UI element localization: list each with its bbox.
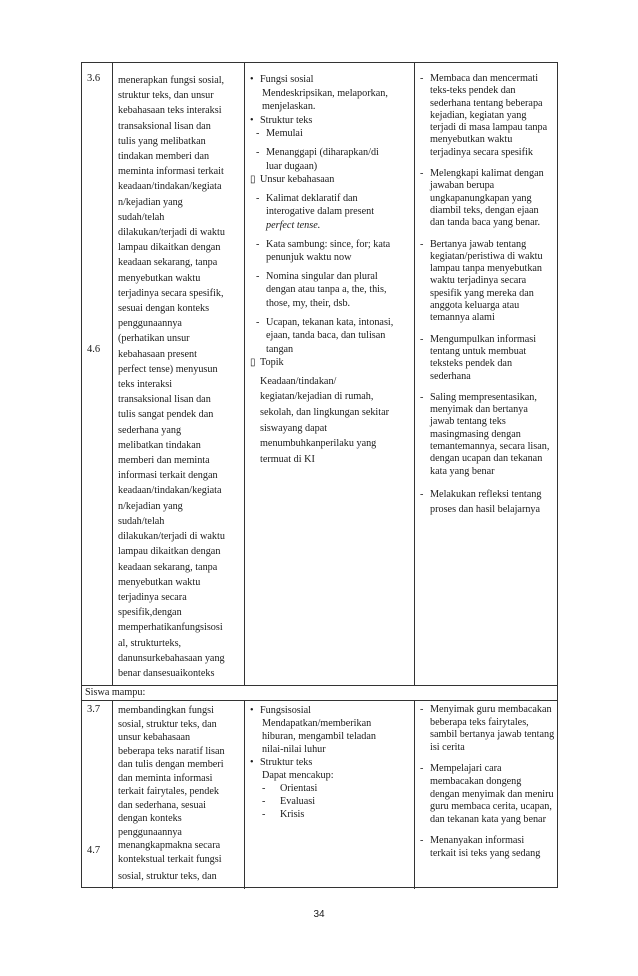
- kd-line: kontekstual terkait fungsi: [118, 853, 222, 865]
- kegiatan-text: Bertanya jawab tentang: [430, 238, 527, 250]
- kd-number: 4.7: [87, 845, 101, 856]
- kegiatan-text: lampau tanpa menyebutkan: [430, 263, 543, 275]
- kd-line: unsur kebahasaan: [118, 732, 191, 743]
- kd-line: lampau dikaitkan dengan: [118, 242, 221, 254]
- kegiatan-text: membacakan dongeng: [430, 775, 522, 787]
- kd-line: terjadinya secara: [118, 591, 187, 603]
- kd-number: 3.7: [87, 704, 101, 715]
- kegiatan-item: - Melakukan refleksi tentang proses dan hasil belajarnya: [420, 487, 556, 517]
- column-divider: [112, 700, 113, 889]
- kegiatan-item: - Menanyakan informasi terkait isi teks yang sedang: [420, 835, 556, 860]
- kd-line: menangkapmakna secara: [118, 840, 221, 851]
- kd-line: sudah/telah: [118, 515, 165, 527]
- kegiatan-text: kegiatan/peristiwa di waktu: [430, 250, 543, 262]
- materi-text: Ucapan, tekanan kata, intonasi,: [266, 316, 394, 328]
- kd-line: struktur teks, dan unsur: [118, 90, 214, 102]
- unsur-kebahasaan-heading: Unsur kebahasaan: [260, 174, 335, 186]
- materi-text: kegiatan/kejadian di rumah,: [260, 391, 374, 403]
- materi-pembelajaran-a: [250, 73, 412, 467]
- materi-text: Dapat mencakup:: [262, 770, 334, 781]
- kegiatan-text: Melengkapi kalimat dengan: [430, 168, 544, 180]
- materi-text: sekolah, dan lingkungan sekitar: [260, 407, 390, 419]
- materi-text: perfect tense.: [266, 219, 321, 231]
- kd-line: benar dansesuaikonteks: [118, 667, 215, 679]
- kegiatan-text: sederhana tentang beberapa: [430, 97, 543, 109]
- checkbox-glyph-icon: ▯: [250, 174, 256, 186]
- materi-pembelajaran-b: [250, 704, 412, 821]
- kd-line: kebahasaan present: [118, 348, 197, 360]
- kd-line: perfect tense) menyusun: [118, 363, 218, 375]
- kd-line: danunsurkebahasaan yang: [118, 652, 225, 664]
- kd-number: 3.6: [87, 73, 101, 84]
- materi-text: Evaluasi: [280, 796, 316, 807]
- materi-text: Kalimat deklaratif dan: [266, 192, 358, 204]
- kd-line: kebahasaan teks interaksi: [118, 105, 222, 117]
- kd-line: menyebutkan waktu: [118, 272, 201, 284]
- kegiatan-text: diambil teks, dengan ejaan: [430, 204, 539, 216]
- checkbox-glyph-icon: ▯: [250, 357, 256, 369]
- siswa-mampu-label: Siswa mampu:: [85, 687, 146, 698]
- struktur-sub-item: - Orientasi: [262, 783, 318, 794]
- kegiatan-text: proses dan hasil belajarnya: [430, 503, 541, 515]
- kd-line: transaksional lisan dan: [118, 120, 211, 132]
- kegiatan-text: waktu terjadinya secara: [430, 275, 527, 287]
- materi-text: penunjuk waktu now: [266, 252, 352, 264]
- kegiatan-pembelajaran-b: [420, 704, 556, 861]
- column-divider: [244, 700, 245, 889]
- kd-line: spesifik,dengan: [118, 607, 182, 619]
- kd-line: sudah/telah: [118, 211, 165, 223]
- kd-line: sosial, struktur teks, dan: [118, 718, 217, 730]
- kompetensi-dasar-a: [118, 73, 242, 681]
- materi-text: dengan atau tanpa a, the, this,: [266, 284, 387, 296]
- column-divider: [414, 700, 415, 889]
- kegiatan-text: Saling mempresentasikan,: [430, 391, 537, 403]
- syllabus-table: [81, 62, 558, 888]
- kegiatan-text: temannya alami: [430, 312, 495, 324]
- kd-line: sederhana yang: [118, 424, 182, 436]
- column-divider: [414, 63, 415, 685]
- kd-line: keadaan sekarang, tanpa: [118, 257, 218, 269]
- kegiatan-text: temantemannya, secara lisan,: [430, 441, 550, 453]
- kegiatan-item: - Saling mempresentasikan, menyimak dan bertanya jawab tentang teks masingmasing dengan temantemannya, secara lisan, dengan ucapan dan tekanan kata yang benar: [420, 392, 556, 478]
- kegiatan-text: Melakukan refleksi tentang: [430, 488, 542, 500]
- kegiatan-text: beberapa teks fairytales,: [430, 716, 529, 728]
- kegiatan-text: sederhana: [430, 370, 471, 382]
- materi-text: termuat di KI: [260, 453, 315, 465]
- materi-text: Menanggapi (diharapkan/di: [266, 146, 379, 158]
- kd-line: dengan konteks: [118, 813, 182, 824]
- kd-number: 4.6: [87, 344, 101, 355]
- kd-line: keadaan/tindakan/kegiata: [118, 181, 222, 193]
- kd-line: informasi terkait dengan: [118, 470, 218, 482]
- materi-text: menjelaskan.: [262, 101, 316, 113]
- materi-text: tangan: [266, 343, 294, 355]
- kd-line: keadaan/tindakan/kegiata: [118, 485, 222, 497]
- kegiatan-text: masingmasing dengan: [430, 428, 521, 440]
- unsur-sub-item: - Ucapan, tekanan kata, intonasi, ejaan, tanda baca, dan tulisan tangan: [256, 316, 412, 357]
- kegiatan-text: ungkapanungkapan yang: [430, 192, 532, 204]
- kegiatan-text: Membaca dan mencermati: [430, 73, 539, 84]
- struktur-teks-item: • Struktur teks: [250, 114, 313, 126]
- kd-line: meminta informasi terkait: [118, 166, 224, 178]
- kegiatan-text: kejadian, kegiatan yang: [430, 109, 527, 121]
- kd-line: n/kejadian yang: [118, 196, 183, 208]
- kd-line: melibatkan tindakan: [118, 439, 201, 451]
- kd-line: tulis sangat pendek dan: [118, 409, 214, 421]
- kegiatan-text: isi cerita: [430, 741, 465, 753]
- kegiatan-text: teksteks pendek dan: [430, 358, 513, 370]
- topik-item: [250, 356, 412, 370]
- kegiatan-text: teks-teks pendek dan: [430, 85, 516, 97]
- materi-text: Krisis: [280, 809, 305, 820]
- kegiatan-text: spesifik yang mereka dan: [430, 287, 534, 299]
- kegiatan-text: Menyimak guru membacakan: [430, 704, 552, 715]
- kegiatan-item: - Membaca dan mencermati teks-teks pendek dan sederhana tentang beberapa kejadian, kegiatan yang terjadi di masa lampau tanpa menyebutkan waktu terjadinya secara spesifik: [420, 73, 556, 159]
- kegiatan-item: - Mempelajari cara membacakan dongeng dengan menyimak dan meniru guru membaca cerita, ucapan, dan tekanan kata yang benar: [420, 763, 556, 826]
- kegiatan-text: dan tekanan kata yang benar: [430, 813, 546, 825]
- unsur-sub-item: - Kata sambung: since, for; kata penunjuk waktu now: [256, 238, 412, 265]
- kegiatan-text: menyebutkan waktu: [430, 134, 513, 146]
- page-number: 34: [313, 909, 325, 920]
- fungsi-sosial-item: • Fungsisosial: [250, 705, 311, 716]
- struktur-sub-item: - Krisis: [262, 809, 305, 820]
- kegiatan-item: - Bertanya jawab tentang kegiatan/peristiwa di waktu lampau tanpa menyebutkan waktu terjadinya secara spesifik yang mereka dan anggota keluarga atau temannya alami: [420, 239, 556, 325]
- kd-line: sesuai dengan konteks: [118, 303, 210, 315]
- unsur-sub-item: - Nomina singular dan plural dengan atau tanpa a, the, this, those, my, their, dsb.: [256, 270, 412, 311]
- struktur-sub-item: - Menanggapi (diharapkan/di luar dugaan): [256, 146, 412, 173]
- kompetensi-dasar-b: [118, 704, 242, 884]
- kd-line: teks interaksi: [118, 379, 173, 391]
- kegiatan-text: terjadinya secara spesifik: [430, 146, 533, 158]
- kegiatan-text: jawab tentang teks: [430, 416, 506, 428]
- kegiatan-item: - Melengkapi kalimat dengan jawaban berupa ungkapanungkapan yang diambil teks, dengan ejaan dan tanda baca yang benar.: [420, 168, 556, 229]
- kegiatan-text: dengan menyimak dan meniru: [430, 788, 554, 800]
- kegiatan-text: guru membaca cerita, ucapan,: [430, 801, 552, 813]
- kd-line: penggunaannya: [118, 318, 182, 330]
- struktur-teks-heading: Struktur teks: [260, 757, 313, 768]
- kd-line: lampau dikaitkan dengan: [118, 546, 221, 558]
- kegiatan-text: tentang untuk membuat: [430, 345, 527, 357]
- materi-text: nilai-nilai luhur: [262, 744, 326, 755]
- kd-line: keadaan sekarang, tanpa: [118, 561, 218, 573]
- kegiatan-text: jawaban berupa: [430, 180, 495, 192]
- topik-text: [250, 374, 412, 468]
- kd-line: al, strukturteks,: [118, 637, 182, 649]
- struktur-sub-item: - Evaluasi: [262, 796, 316, 807]
- kd-line: dilakukan/terjadi di waktu: [118, 531, 225, 543]
- materi-text: interogative dalam present: [266, 206, 375, 218]
- kd-line: memperhatikanfungsisosi: [118, 622, 223, 634]
- kegiatan-text: Menanyakan informasi: [430, 835, 525, 847]
- kegiatan-text: kata yang benar: [430, 465, 495, 477]
- kd-line: penggunaannya: [118, 826, 182, 838]
- materi-text: Orientasi: [280, 783, 318, 794]
- kegiatan-text: terjadi di masa lampau tanpa: [430, 122, 548, 134]
- materi-text: Kata sambung: since, for; kata: [266, 238, 391, 250]
- fungsi-sosial-heading: Fungsisosial: [260, 705, 311, 716]
- kd-line: terjadinya secara spesifik,: [118, 287, 224, 299]
- kd-line: dan sederhana, sesuai: [118, 799, 206, 811]
- kegiatan-item: - Menyimak guru membacakan beberapa teks fairytales, sambil bertanya jawab tentang isi cerita: [420, 704, 555, 753]
- kd-line: beberapa teks naratif lisan: [118, 745, 225, 757]
- kd-line: membandingkan fungsi: [118, 705, 214, 716]
- kegiatan-pembelajaran-a: [420, 73, 556, 517]
- fungsi-sosial-heading: Fungsi sosial: [260, 74, 314, 85]
- row-divider: [82, 700, 557, 701]
- struktur-teks-item: • Struktur teks: [250, 757, 313, 768]
- kd-line: tindakan memberi dan: [118, 151, 210, 163]
- kegiatan-text: menyimak dan bertanya: [430, 404, 528, 416]
- kd-line: transaksional lisan dan: [118, 394, 211, 406]
- struktur-sub-item: - Memulai: [256, 128, 303, 140]
- kd-line: memberi dan meminta: [118, 455, 210, 467]
- materi-text: Mendeskripsikan, melaporkan,: [262, 87, 388, 99]
- kd-line: tulis yang melibatkan: [118, 135, 206, 147]
- materi-text: ejaan, tanda baca, dan tulisan: [266, 330, 386, 342]
- kegiatan-text: Mempelajari cara: [430, 763, 502, 775]
- kegiatan-text: sambil bertanya jawab tentang: [430, 729, 555, 741]
- kegiatan-text: Mengumpulkan informasi: [430, 333, 537, 345]
- materi-text: hiburan, mengambil teladan: [262, 731, 377, 742]
- unsur-sub-item: - Kalimat deklaratif dan interogative dalam present perfect tense.: [256, 192, 412, 233]
- kegiatan-text: terkait isi teks yang sedang: [430, 847, 541, 859]
- materi-text: siswayang dapat: [260, 422, 328, 434]
- column-divider: [112, 63, 113, 685]
- materi-text: luar dugaan): [266, 160, 318, 172]
- kd-line: sosial, struktur teks, dan: [118, 871, 217, 882]
- kd-line: (perhatikan unsur: [118, 333, 190, 345]
- materi-text: those, my, their, dsb.: [266, 297, 351, 309]
- kd-line: terkait fairytales, pendek: [118, 786, 219, 797]
- kegiatan-text: dan tanda baca yang benar.: [430, 217, 541, 229]
- materi-text: Keadaan/tindakan/: [260, 375, 337, 387]
- column-divider: [244, 63, 245, 685]
- struktur-teks-heading: Struktur teks: [260, 114, 313, 126]
- kd-line: dan tulis dengan memberi: [118, 759, 224, 770]
- unsur-kebahasaan-item: [250, 173, 412, 187]
- kd-line: menerapkan fungsi sosial,: [118, 75, 225, 86]
- kd-line: menyebutkan waktu: [118, 576, 201, 588]
- materi-text: Mendapatkan/memberikan: [262, 718, 372, 729]
- fungsi-sosial-item: • Fungsi sosial: [250, 74, 314, 85]
- materi-text: Nomina singular dan plural: [266, 270, 378, 282]
- kegiatan-text: anggota keluarga atau: [430, 300, 520, 312]
- materi-text: menumbuhkanperilaku yang: [260, 438, 377, 450]
- kegiatan-item: - Mengumpulkan informasi tentang untuk membuat teksteks pendek dan sederhana: [420, 334, 556, 383]
- materi-text: Memulai: [266, 128, 303, 140]
- kd-line: n/kejadian yang: [118, 500, 183, 512]
- kd-line: dan meminta informasi: [118, 772, 213, 784]
- kd-line: dilakukan/terjadi di waktu: [118, 227, 225, 239]
- kegiatan-text: dengan ucapan dan tekanan: [430, 453, 543, 465]
- topik-heading: Topik: [260, 357, 284, 369]
